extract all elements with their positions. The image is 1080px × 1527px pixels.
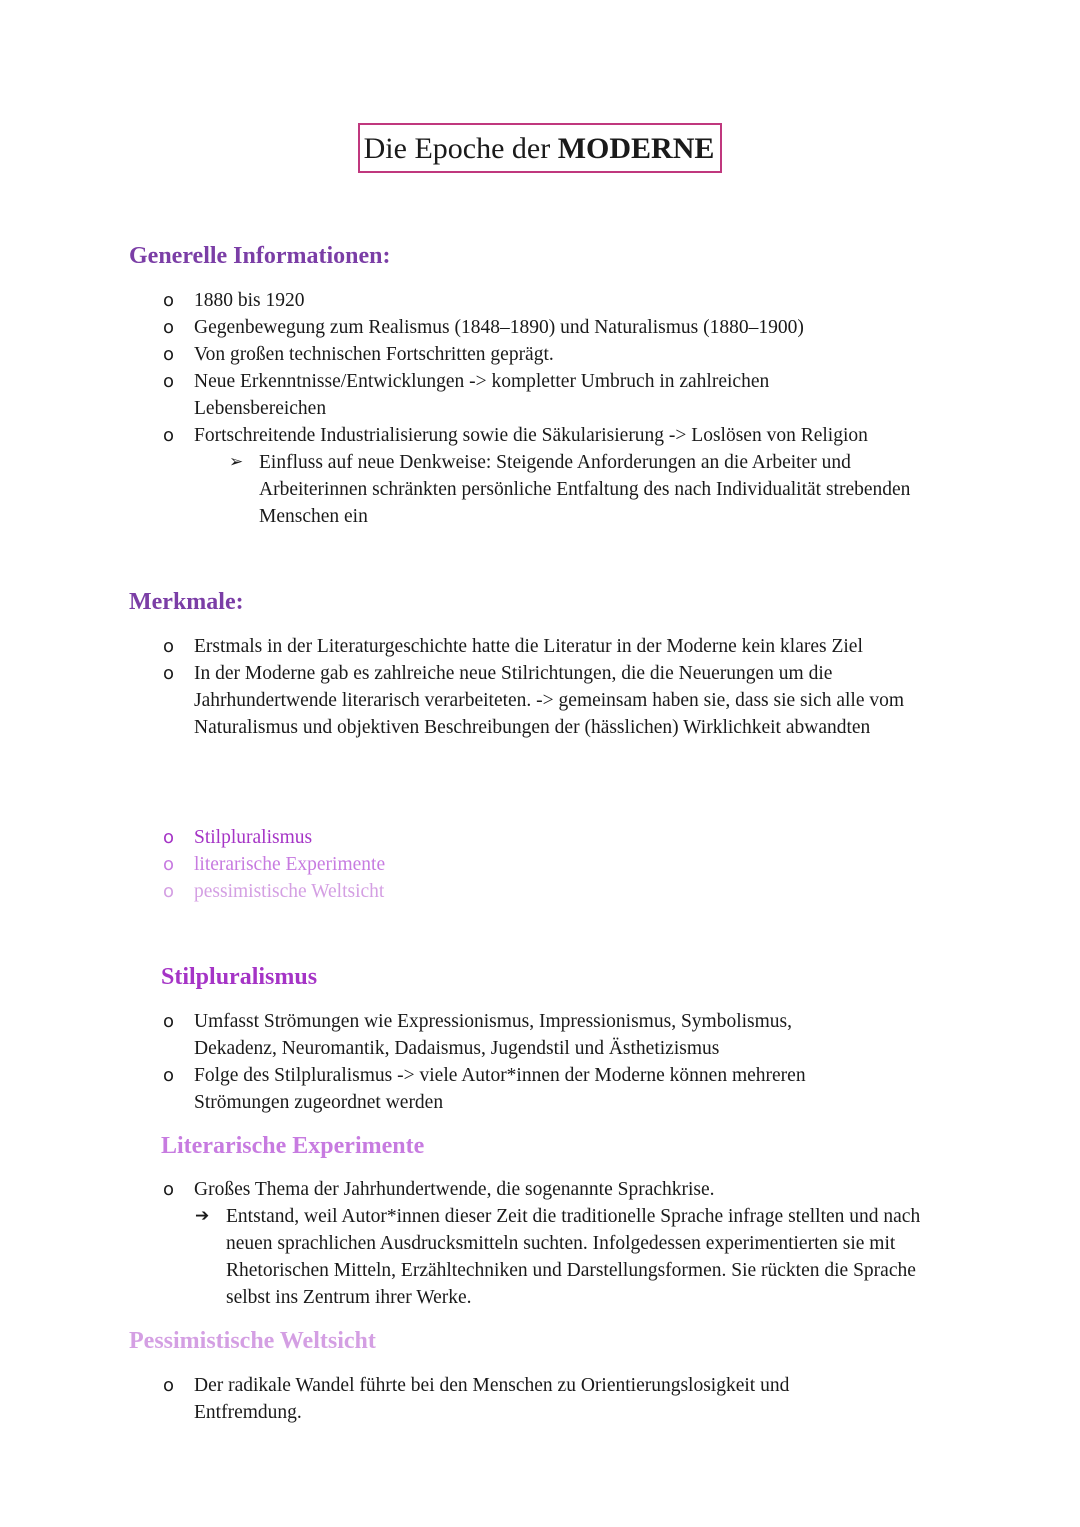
- arrow-marker-icon: ➢: [229, 452, 244, 472]
- list-item: [129, 1062, 959, 1116]
- stilpluralismus-list: [129, 1008, 959, 1116]
- item-text: Der radikale Wandel führte bei den Menschen zu Orientierungslosigkeit und Entfremdung.: [194, 1375, 790, 1423]
- list-item: [129, 878, 959, 905]
- list-item: [129, 287, 959, 314]
- general-list: [129, 287, 959, 530]
- list-item: [129, 341, 959, 368]
- item-text: 1880 bis 1920: [194, 290, 305, 311]
- item-text: Stilpluralismus: [194, 827, 313, 848]
- subitem-text: Entstand, weil Autor*innen dieser Zeit die traditionelle Sprache infrage stellten und nach neuen sprachlichen Ausdrucksmitteln suchten. Infolgedessen experimentierten sie mit Rhetorischen Mitteln, Erzähltechniken und Darstellungsformen. Sie rückten die Sprache selbst ins Zentrum ihrer Werke.: [226, 1206, 921, 1308]
- item-text: Umfasst Strömungen wie Expressionismus, Impressionismus, Symbolismus, Dekadenz, Neuromantik, Dadaismus, Jugendstil und Ästhetizismus: [194, 1011, 793, 1059]
- item-text: Neue Erkenntnisse/Entwicklungen -> kompletter Umbruch in zahlreichen Lebensbereichen: [194, 371, 770, 419]
- item-text: Fortschreitende Industrialisierung sowie die Säkularisierung -> Loslösen von Religion: [194, 425, 868, 446]
- bullet-icon: o: [163, 1011, 175, 1032]
- bullet-icon: o: [163, 371, 175, 392]
- bullet-icon: o: [163, 1179, 175, 1200]
- item-text: Gegenbewegung zum Realismus (1848–1890) und Naturalismus (1880–1900): [194, 317, 804, 338]
- sub-list-item: [129, 449, 959, 530]
- bullet-icon: o: [163, 636, 175, 657]
- title-prefix: Die Epoche der: [363, 132, 551, 165]
- bullet-icon: o: [163, 827, 175, 848]
- item-text: Großes Thema der Jahrhundertwende, die sogenannte Sprachkrise.: [194, 1179, 715, 1200]
- list-item: [129, 851, 959, 878]
- item-text: Erstmals in der Literaturgeschichte hatte die Literatur in der Moderne kein klares Ziel: [194, 636, 863, 657]
- title-wrapper: [0, 123, 1080, 173]
- bullet-icon: o: [163, 290, 175, 311]
- features-list: [129, 633, 959, 741]
- bullet-icon: o: [163, 317, 175, 338]
- list-item: [129, 422, 959, 449]
- sub-list-item: [129, 1203, 959, 1311]
- heading-features: Merkmale:: [129, 589, 244, 615]
- title-emphasis: MODERNE: [557, 132, 715, 165]
- subitem-text: Einfluss auf neue Denkweise: Steigende Anforderungen an die Arbeiter und Arbeiterinnen schränkten persönliche Entfaltung des nach Individualität strebenden Menschen ein: [259, 452, 911, 527]
- list-item: [129, 314, 959, 341]
- item-text: In der Moderne gab es zahlreiche neue Stilrichtungen, die die Neuerungen um die Jahrhundertwende literarisch verarbeiteten. -> gemeinsam haben sie, dass sie sich alle vom Naturalismus und objektiven Beschreibungen der (hässlichen) Wirklichkeit abwandten: [194, 663, 905, 738]
- item-text: Folge des Stilpluralismus -> viele Autor*innen der Moderne können mehreren Strömungen zugeordnet werden: [194, 1065, 806, 1113]
- heading-stilpluralismus: Stilpluralismus: [161, 964, 318, 990]
- bullet-icon: o: [163, 881, 175, 902]
- list-item: [129, 1008, 959, 1062]
- item-text: literarische Experimente: [194, 854, 386, 875]
- document-title: [358, 123, 723, 173]
- list-item: [129, 824, 959, 851]
- list-item: [129, 1176, 959, 1203]
- bullet-icon: o: [163, 1065, 175, 1086]
- bullet-icon: o: [163, 1375, 175, 1396]
- list-item: [129, 368, 959, 422]
- list-item: [129, 660, 959, 741]
- bullet-icon: o: [163, 425, 175, 446]
- weltsicht-list: [129, 1372, 959, 1426]
- item-text: pessimistische Weltsicht: [194, 881, 385, 902]
- heading-experimente: Literarische Experimente: [161, 1133, 425, 1159]
- bullet-icon: o: [163, 344, 175, 365]
- heading-general: Generelle Informationen:: [129, 243, 391, 269]
- features-colored-list: [129, 824, 959, 905]
- heading-weltsicht: Pessimistische Weltsicht: [129, 1328, 376, 1354]
- bullet-icon: o: [163, 854, 175, 875]
- experimente-list: [129, 1176, 959, 1311]
- bullet-icon: o: [163, 663, 175, 684]
- arrow-marker-icon: ➔: [195, 1206, 210, 1226]
- list-item: [129, 633, 959, 660]
- item-text: Von großen technischen Fortschritten geprägt.: [194, 344, 554, 365]
- list-item: [129, 1372, 959, 1426]
